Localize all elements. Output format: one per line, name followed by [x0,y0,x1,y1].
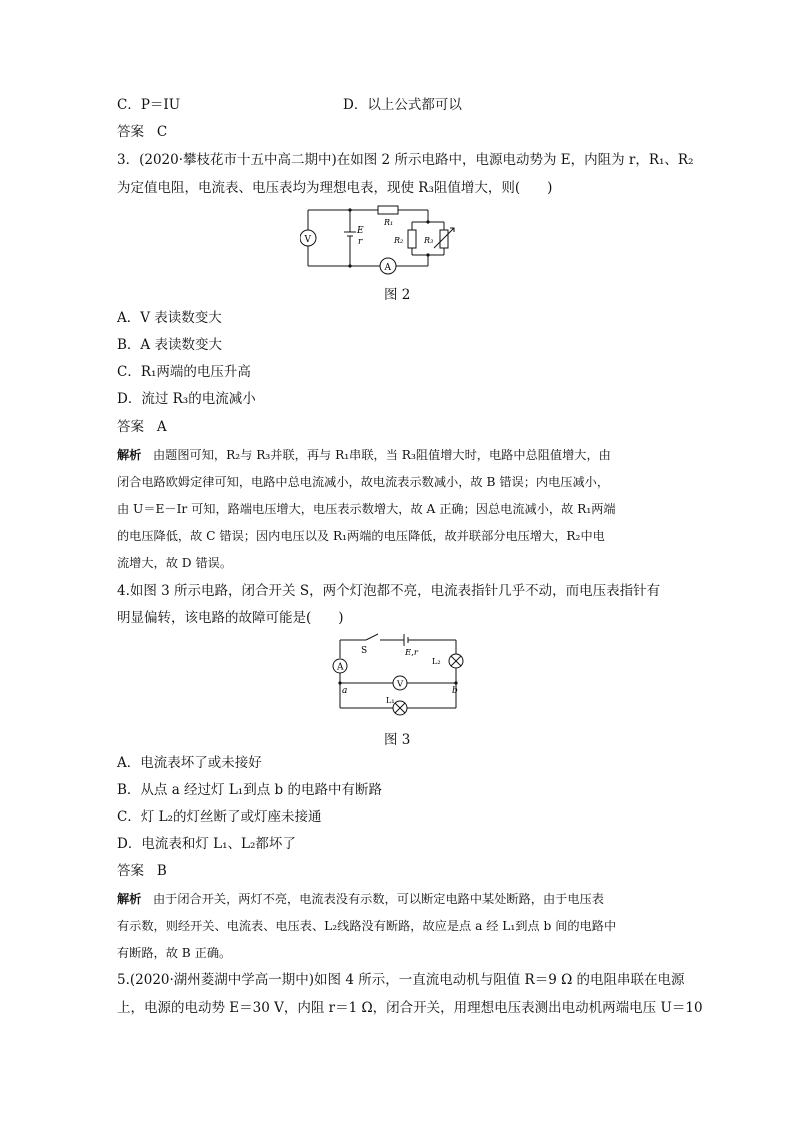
figure-3-caption: 图 3 [384,732,411,748]
q4-option-a: A．电流表坏了或未接好 [117,755,262,771]
ammeter-label: A [337,662,344,673]
q3-stem-line2: 为定值电阻，电流表、电压表均为理想电表，现使 R₃阻值增大，则( ) [117,180,553,196]
q4-option-b: B．从点 a 经过灯 L₁到点 b 的电路中有断路 [117,782,382,798]
q3-answer [117,419,167,436]
q3-stem-line1: 3．(2020·攀枝花市十五中高二期中)在如图 2 所示电路中，电源电动势为 E，内阻为 r，R₁、R₂ [117,152,694,168]
voltmeter-label: V [304,235,311,245]
q4-analysis-line3: 有断路，故 B 正确。 [117,946,232,960]
switch-blade [366,634,378,640]
ammeter-label: A [384,263,391,273]
switch-label: S [361,646,368,656]
point-b-label: b [452,686,458,696]
q2-option-d: D．以上公式都可以 [343,97,462,113]
analysis-label: 解析 [117,892,142,906]
r1-label: R₁ [384,218,394,227]
analysis-label: 解析 [117,448,142,462]
resistor-r3 [440,230,448,248]
figure-2-circuit [300,200,470,278]
q5-stem-line1: 5.(2020·湖州菱湖中学高一期中)如图 4 所示，一直流电动机与阻值 R＝9 Ω 的电阻串联在电源 [117,972,685,988]
q4-option-d: D．电流表和灯 L₁、L₂都坏了 [117,836,296,852]
r3-label: R₃ [424,236,434,245]
q2-option-c: C．P＝IU [117,97,181,113]
voltmeter-label: V [397,679,404,690]
emf-label: E,r [405,648,418,658]
q4-option-c: C．灯 L₂的灯丝断了或灯座未接通 [117,809,322,825]
lamp-l1-label: L₁ [386,696,395,705]
q3-analysis-line1 [117,447,611,464]
lamp-l2-label: L₂ [432,657,441,666]
answer-label: 答案 [117,124,144,140]
analysis-text: 由题图可知，R₂与 R₃并联，再与 R₁串联，当 R₃阻值增大时，电路中总阻值增大，由 [153,448,611,462]
resistor-r2 [408,230,416,248]
resistor-r1 [378,206,398,214]
q3-option-a: A．V 表读数变大 [117,310,222,326]
answer-label: 答案 [117,863,144,879]
q3-option-d: D．流过 R₃的电流减小 [117,391,256,407]
q5-stem-line2: 上，电源的电动势 E＝30 V，内阻 r＝1 Ω，闭合开关，用理想电压表测出电动机两端电压 U＝10 [117,1000,703,1016]
answer-value: C [156,124,168,140]
q4-stem-line2: 明显偏转，该电路的故障可能是( ) [117,610,344,626]
answer-value: B [156,863,167,879]
figure-2-caption: 图 2 [384,287,411,303]
q4-stem-line1: 4.如图 3 所示电路，闭合开关 S，两个灯泡都不亮，电流表指针几乎不动，而电压表指针有 [117,583,661,599]
analysis-text: 由于闭合开关，两灯不亮，电流表没有示数，可以断定电路中某处断路，由于电压表 [153,892,604,906]
q4-answer [117,863,167,880]
q3-analysis-line5: 流增大，故 D 错误。 [117,556,233,570]
figure-3-circuit [328,630,468,722]
q3-analysis-line3: 由 U＝E－Ir 可知，路端电压增大，电压表示数增大，故 A 正确；因总电流减小，故 R₁两端 [117,502,616,516]
emf-label: E [357,226,364,236]
q3-analysis-line4: 的电压降低，故 C 错误；因内电压以及 R₁两端的电压降低，故并联部分电压增大，R₂中电 [117,529,605,543]
point-a-label: a [342,686,348,696]
answer-label: 答案 [117,419,144,435]
q3-analysis-line2: 闭合电路欧姆定律可知，电路中总电流减小，故电流表示数减小，故 B 错误；内电压减小， [117,475,610,489]
answer-value: A [156,419,167,435]
q3-option-b: B．A 表读数变大 [117,337,222,353]
q4-analysis-line2: 有示数，则经开关、电流表、电压表、L₂线路没有断路，故应是点 a 经 L₁到点 b 间的电路中 [117,919,617,933]
q4-analysis-line1 [117,891,604,908]
r2-label: R₂ [394,236,404,245]
internal-r-label: r [358,237,363,247]
q3-option-c: C．R₁两端的电压升高 [117,364,251,380]
q2-answer [117,124,167,141]
